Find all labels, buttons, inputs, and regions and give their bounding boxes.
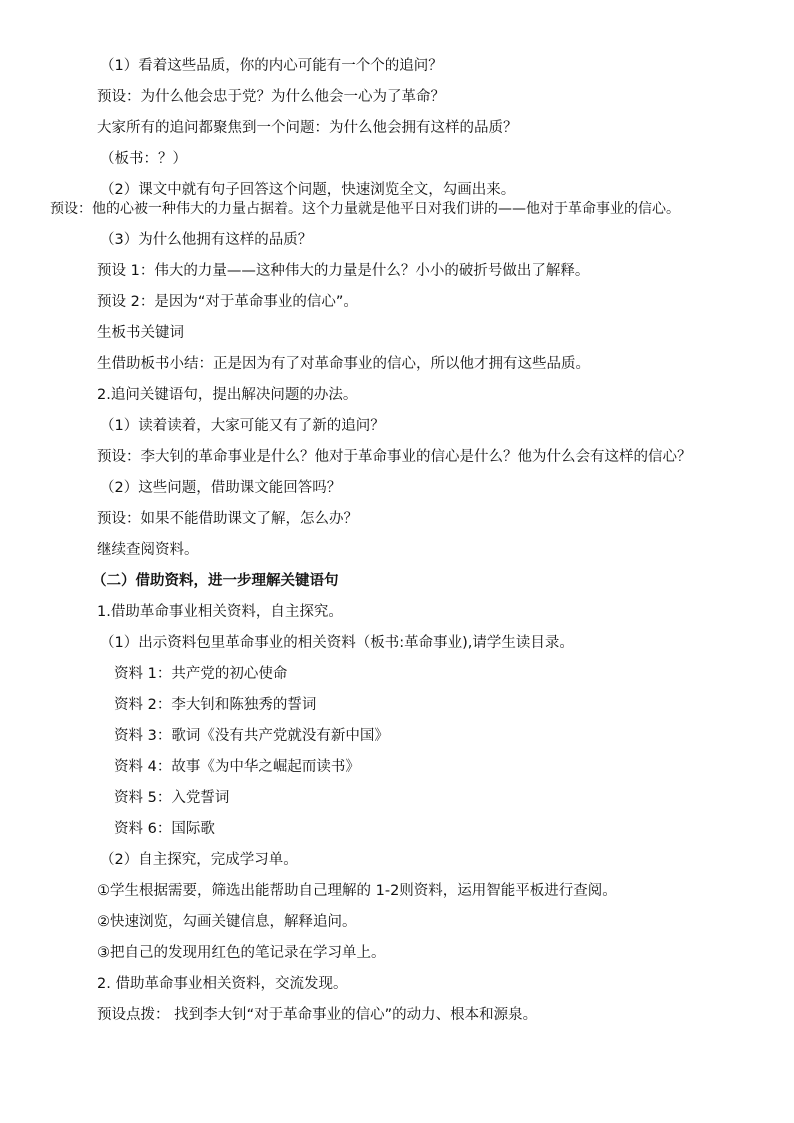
list-item: 资料 2：李大钊和陈独秀的誓词 [114, 697, 317, 713]
list-item: 资料 3：歌词《没有共产党就没有新中国》 [114, 728, 389, 744]
text-line: 预设：李大钊的革命事业是什么？他对于革命事业的信心是什么？他为什么会有这样的信心？ [97, 449, 692, 465]
text-line: 大家所有的追问都聚焦到一个问题：为什么他会拥有这样的品质？ [97, 120, 518, 136]
text-line: 1.借助革命事业相关资料，自主探究。 [97, 604, 343, 620]
list-item: 资料 4：故事《为中华之崛起而读书》 [114, 759, 360, 775]
text-line: ①学生根据需要，筛选出能帮助自己理解的 1-2则资料，运用智能平板进行查阅。 [97, 883, 617, 899]
list-item: 资料 1：共产党的初心使命 [114, 666, 288, 682]
text-line: （1）出示资料包里革命事业的相关资料（板书:革命事业),请学生读目录。 [100, 635, 574, 651]
text-line: （1）读着读着，大家可能又有了新的追问？ [100, 418, 385, 434]
text-line: ③把自己的发现用红色的笔记录在学习单上。 [97, 945, 386, 961]
text-line: （2）自主探究，完成学习单。 [100, 852, 298, 868]
text-line: （1）看着这些品质，你的内心可能有一个个的追问？ [100, 58, 443, 74]
text-line: 预设 1：伟大的力量——这种伟大的力量是什么？小小的破折号做出了解释。 [97, 263, 590, 279]
text-line: 预设 2：是因为“对于革命事业的信心”。 [97, 294, 358, 310]
text-line: 预设点拨： 找到李大钊“对于革命事业的信心”的动力、根本和源泉。 [97, 1007, 538, 1023]
text-line: ②快速浏览，勾画关键信息，解释追问。 [97, 914, 357, 930]
text-line: 继续查阅资料。 [97, 542, 199, 558]
text-line: （2）这些问题，借助课文能回答吗？ [100, 480, 342, 496]
text-line: 2. 借助革命事业相关资料，交流发现。 [97, 976, 348, 992]
text-line: 预设：他的心被一种伟大的力量占据着。这个力量就是他平日对我们讲的——他对于革命事业的信心。 [50, 201, 680, 217]
section-heading: （二）借助资料，进一步理解关键语句 [92, 573, 339, 589]
list-item: 资料 5：入党誓词 [114, 790, 230, 806]
text-line: 预设：为什么他会忠于党？为什么他会一心为了革命？ [97, 89, 445, 105]
text-line: 预设：如果不能借助课文了解，怎么办？ [97, 511, 358, 527]
text-line: 生板书关键词 [97, 325, 184, 341]
text-line: 2.追问关键语句，提出解决问题的办法。 [97, 387, 358, 403]
text-line: （2）课文中就有句子回答这个问题，快速浏览全文，勾画出来。 [100, 182, 516, 198]
list-item: 资料 6：国际歌 [114, 821, 215, 837]
text-line: 生借助板书小结：正是因为有了对革命事业的信心，所以他才拥有这些品质。 [97, 356, 590, 372]
text-line: （板书：？） [100, 151, 187, 167]
text-line: （3）为什么他拥有这样的品质？ [100, 232, 313, 248]
